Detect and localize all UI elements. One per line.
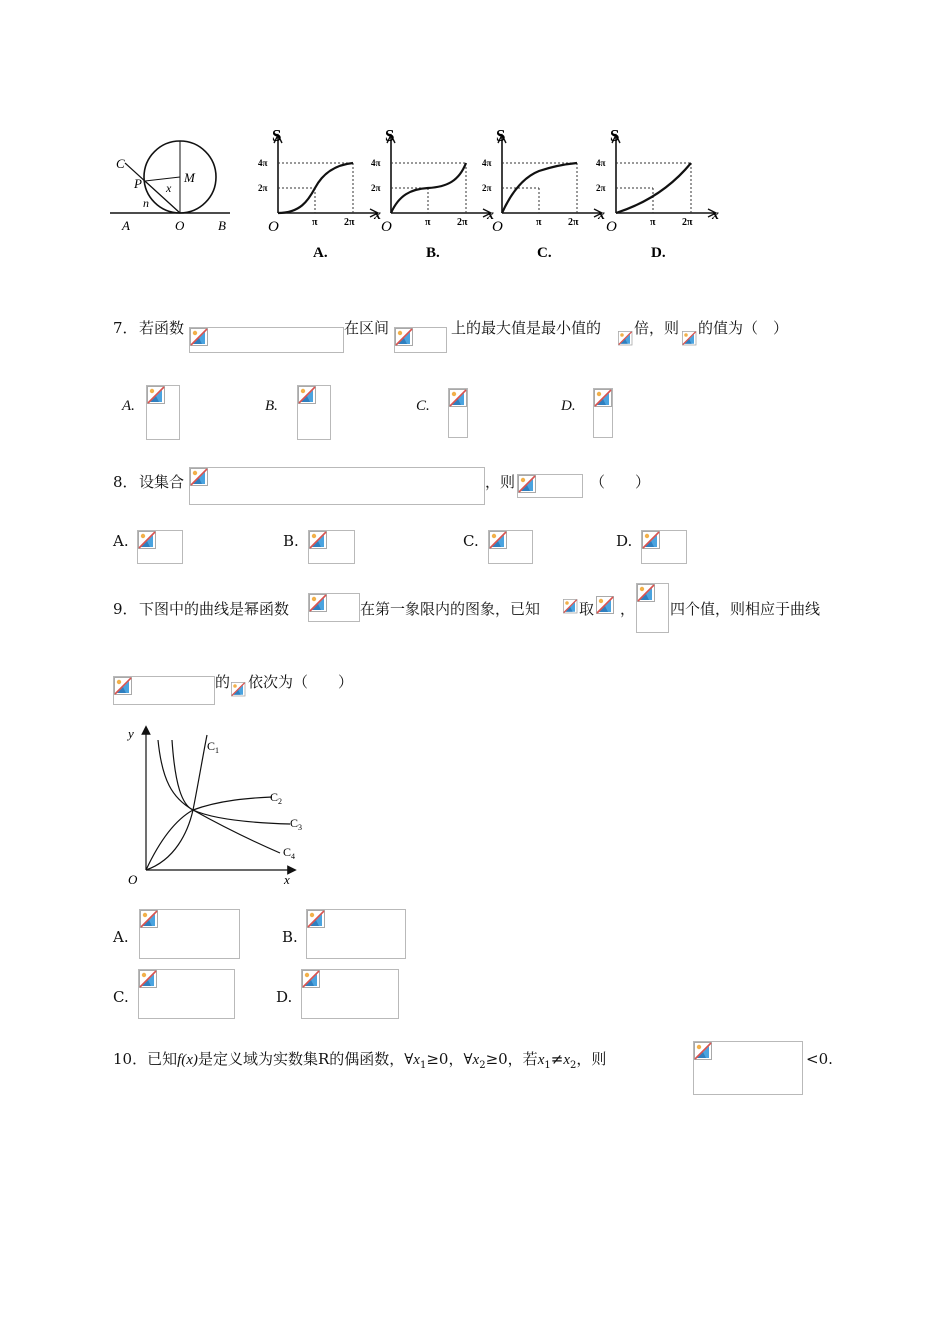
svg-text:C3: [290, 816, 302, 832]
broken-image-icon: [694, 1042, 714, 1062]
q10-x2b: x: [563, 1052, 570, 1068]
q8-option-a-label[interactable]: A.: [113, 532, 129, 550]
graph-1-4pi-tick: 4π: [258, 158, 268, 168]
y-axis-label: y: [128, 726, 134, 741]
c4-subscript: 4: [291, 852, 296, 861]
q8-option-c-label[interactable]: C.: [463, 532, 479, 550]
label-n: n: [143, 196, 149, 210]
graph-3-origin-label: O: [492, 219, 503, 235]
label-O: O: [175, 218, 185, 233]
q7-interval-image: [394, 327, 447, 353]
graph-4-s-label: S: [610, 126, 620, 145]
broken-image-icon: [518, 475, 538, 495]
c3-label: C: [290, 816, 299, 830]
origin-label: O: [128, 872, 138, 887]
q7-option-d-image: [593, 388, 613, 438]
broken-image-icon: [489, 531, 509, 551]
graph-options-row: [258, 125, 719, 265]
graph-2-2pi-tick: 2π: [371, 183, 381, 193]
graph-4-pi-xtick: π: [650, 217, 656, 228]
label-C: C: [116, 156, 125, 171]
broken-image-icon: [138, 531, 158, 551]
label-P: P: [134, 176, 142, 191]
q8-text-2: ，则: [485, 473, 516, 491]
q10-text-6: <0.: [806, 1050, 833, 1068]
q9-values-image-2: [636, 583, 669, 633]
q10-text-3: ≥0，∀: [426, 1050, 473, 1068]
q10-text-2: 是定义域为实数集R的偶函数，∀: [197, 1050, 414, 1068]
svg-text:C2: [270, 790, 282, 806]
broken-image-icon: [147, 386, 167, 406]
q9-power-function-image: [308, 593, 360, 622]
broken-image-icon: [231, 682, 247, 698]
graph-3-2pi-xtick: 2π: [568, 217, 579, 228]
q8-set-definition-image: [189, 467, 485, 505]
q10-sub1b: 1: [544, 1060, 551, 1071]
q9-option-b-label[interactable]: B.: [282, 928, 298, 946]
broken-image-icon: [114, 677, 134, 697]
q7-text-4: 倍，则: [634, 319, 680, 337]
broken-image-icon: [309, 531, 329, 551]
q9-text-4: ，: [620, 600, 636, 618]
q10-text-1: 已知: [147, 1050, 178, 1068]
circle-figure: [110, 135, 240, 235]
broken-image-icon: [682, 331, 698, 347]
graph-2-2pi-xtick: 2π: [457, 217, 468, 228]
q7-text-5: 的值为（ ）: [698, 319, 789, 337]
q7-option-a-image: [146, 385, 180, 440]
q8-text-1: 设集合: [139, 473, 185, 491]
c2-label: C: [270, 790, 279, 804]
q8-number: 8．: [113, 473, 138, 491]
q7-variable-image: [682, 331, 698, 351]
q10-expression-image: [693, 1041, 803, 1095]
label-M: M: [184, 170, 195, 185]
q7-function-formula-image: [189, 327, 344, 353]
q10-fx: f(x): [177, 1052, 198, 1068]
x-axis-label: x: [284, 872, 290, 887]
q7-option-d-label[interactable]: D.: [561, 398, 576, 414]
broken-image-icon: [302, 970, 322, 990]
graph-2-pi-xtick: π: [425, 217, 431, 228]
q10-sub2a: 2: [479, 1060, 486, 1071]
broken-image-icon: [309, 594, 329, 614]
graph-3-s-label: S: [496, 126, 506, 145]
graph-1-2pi-tick: 2π: [258, 183, 268, 193]
q7-text-2: 在区间: [344, 319, 390, 337]
graph-4-origin-label: O: [606, 219, 617, 235]
svg-text:C4: [283, 845, 295, 861]
q10-line: [113, 1049, 606, 1076]
q9-option-d-image: [301, 969, 399, 1019]
q10-x1b: x: [537, 1052, 545, 1068]
q9-option-c-label[interactable]: C.: [113, 988, 129, 1006]
q7-text-3: 上的最大值是最小值的: [451, 319, 602, 337]
graph-2-s-label: S: [385, 126, 395, 145]
q10-sub1a: 1: [419, 1060, 427, 1071]
q9-text-5: 四个值，则相应于曲线: [670, 600, 821, 618]
broken-image-icon: [642, 531, 662, 551]
broken-image-icon: [563, 599, 579, 615]
q7-option-b-image: [297, 385, 331, 440]
graph-2-x-label: x: [487, 208, 494, 223]
graph-3-pi-xtick: π: [536, 217, 542, 228]
broken-image-icon: [190, 328, 210, 348]
broken-image-icon: [618, 331, 634, 347]
q7-option-b-label[interactable]: B.: [265, 398, 278, 414]
label-A: A: [122, 218, 130, 233]
q9-n-image-2: [231, 682, 247, 700]
q7-option-c-label[interactable]: C.: [416, 398, 430, 414]
q9-option-a-label[interactable]: A.: [113, 928, 129, 946]
graph-3-option-letter: C.: [537, 245, 552, 261]
q9-text-1: 下图中的曲线是幂函数: [139, 600, 290, 618]
c4-label: C: [283, 845, 292, 859]
curve-c4: [158, 740, 283, 853]
q9-option-b-image: [306, 909, 406, 959]
c2-subscript: 2: [278, 797, 283, 806]
q9-values-image: [596, 596, 618, 618]
power-function-graph: [120, 720, 310, 890]
q7-option-c-image: [448, 388, 468, 438]
q10-sub2b: 2: [569, 1060, 577, 1071]
q9-text-3: 取: [579, 600, 595, 618]
q9-text-7: 依次为（ ）: [248, 673, 354, 691]
broken-image-icon: [307, 910, 327, 930]
broken-image-icon: [637, 584, 657, 604]
q9-text-2: 在第一象限内的图象，已知: [360, 600, 541, 618]
broken-image-icon: [596, 596, 616, 616]
graph-1-x-label: x: [374, 208, 381, 223]
q8-option-d-label[interactable]: D.: [616, 532, 633, 550]
c1-label: C: [207, 739, 216, 753]
broken-image-icon: [190, 468, 210, 488]
q7-multiple-image: [618, 331, 634, 351]
graph-3-4pi-tick: 4π: [482, 158, 492, 168]
q8-option-b-label[interactable]: B.: [283, 532, 299, 550]
q8-option-b-image: [308, 530, 355, 564]
graph-4-4pi-tick: 4π: [596, 158, 606, 168]
q8-text-3: （ ）: [590, 473, 651, 491]
q7-option-a-label[interactable]: A.: [122, 398, 135, 414]
c1-subscript: 1: [215, 746, 220, 755]
broken-image-icon: [298, 386, 318, 406]
graph-4-2pi-tick: 2π: [596, 183, 606, 193]
graph-2-option-letter: B.: [426, 245, 440, 261]
label-x: x: [166, 181, 172, 195]
q7-number: 7．: [113, 319, 138, 337]
q9-option-a-image: [139, 909, 240, 959]
q10-text-5: ，则: [576, 1050, 607, 1068]
label-B: B: [218, 218, 226, 233]
graph-3-2pi-tick: 2π: [482, 183, 492, 193]
q8-expression-image: [517, 474, 583, 498]
svg-text:C1: [207, 739, 219, 755]
graph-4-x-label: x: [712, 208, 719, 223]
broken-image-icon: [139, 970, 159, 990]
q8-option-d-image: [641, 530, 687, 564]
graph-1-s-label: S: [272, 126, 282, 145]
q9-option-d-label[interactable]: D.: [276, 988, 293, 1006]
graph-2-4pi-tick: 4π: [371, 158, 381, 168]
broken-image-icon: [140, 910, 160, 930]
q10-x1a: x: [413, 1052, 420, 1068]
q9-n-image: [563, 599, 579, 619]
broken-image-icon: [594, 389, 614, 409]
broken-image-icon: [395, 328, 415, 348]
q10-x2a: x: [472, 1052, 480, 1068]
curve-c1: [146, 735, 207, 870]
graph-1-origin-label: O: [268, 219, 279, 235]
q10-number: 10．: [113, 1050, 148, 1068]
q9-curves-image: [113, 676, 215, 705]
q9-number: 9．: [113, 600, 138, 618]
c3-subscript: 3: [298, 823, 303, 832]
q10-neq: ≠: [550, 1050, 564, 1068]
broken-image-icon: [449, 389, 469, 409]
q9-text-6: 的: [215, 673, 231, 691]
q7-text-1: 若函数: [139, 319, 185, 337]
graph-4-2pi-xtick: 2π: [682, 217, 693, 228]
graph-4-option-letter: D.: [651, 245, 666, 261]
graph-1-pi-xtick: π: [312, 217, 318, 228]
graph-2-origin-label: O: [381, 219, 392, 235]
q10-text-4: ≥0，若: [485, 1050, 538, 1068]
q8-option-c-image: [488, 530, 533, 564]
q9-option-c-image: [138, 969, 235, 1019]
graph-1-2pi-xtick: 2π: [344, 217, 355, 228]
q8-option-a-image: [137, 530, 183, 564]
graph-3-x-label: x: [598, 208, 605, 223]
graph-1-option-letter: A.: [313, 245, 328, 261]
